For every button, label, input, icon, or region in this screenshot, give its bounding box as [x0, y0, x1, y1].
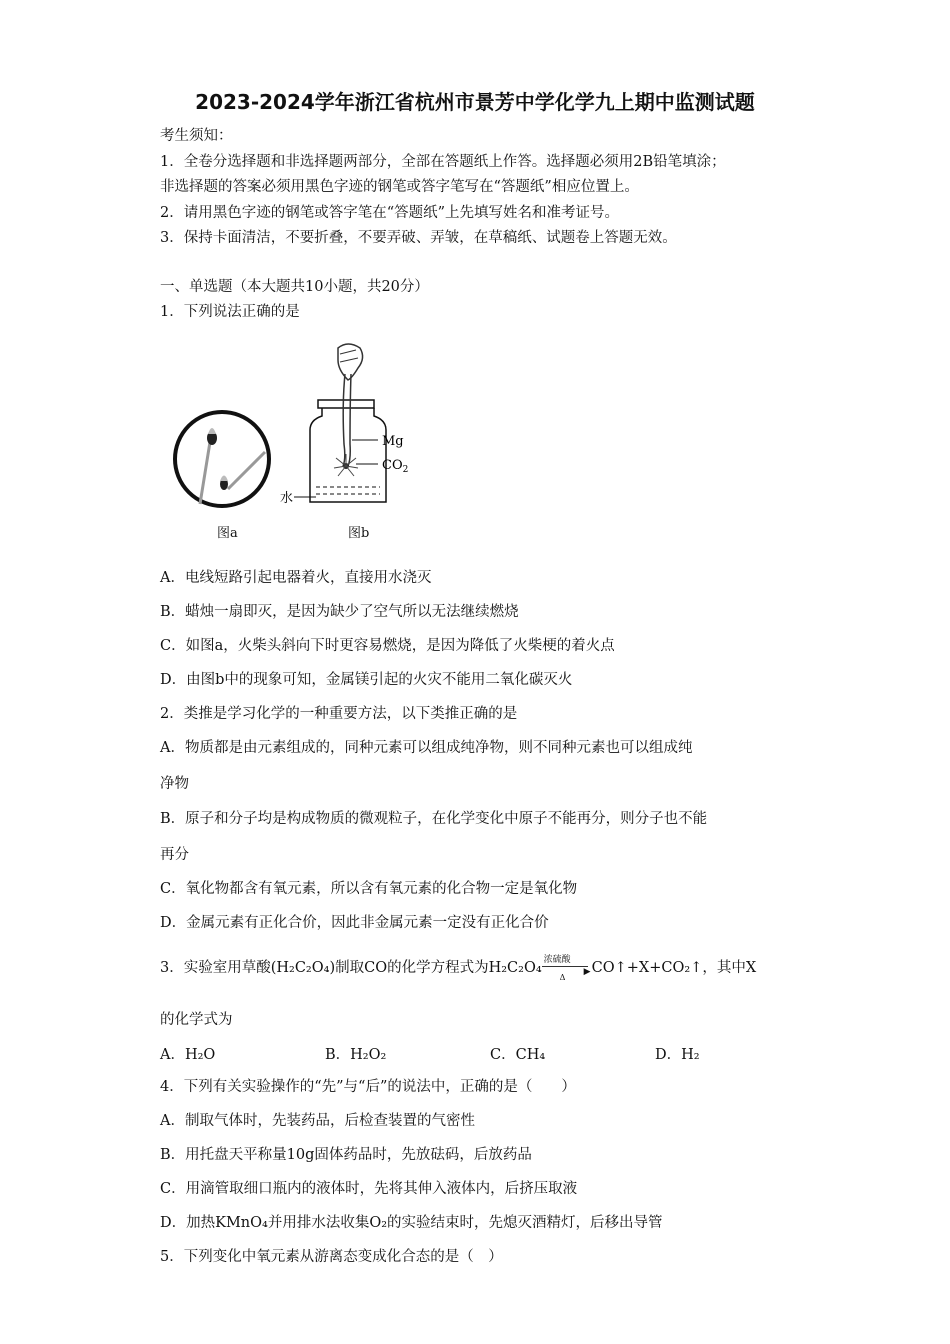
q3-option-a: A．H₂O [160, 1047, 216, 1063]
exam-title: 2023-2024学年浙江省杭州市景芳中学化学九上期中监测试题 [195, 90, 755, 114]
q2-option-b-line2: 再分 [160, 847, 189, 863]
question-3-stem-line2: 的化学式为 [160, 1012, 233, 1028]
q4-option-c: C．用滴管取细口瓶内的液体时，先将其伸入液体内，后挤压取液 [160, 1181, 578, 1197]
q1-option-b: B．蜡烛一扇即灭，是因为缺少了空气所以无法继续燃烧 [160, 604, 519, 620]
figure-a-matches [175, 412, 269, 506]
q3-option-b: B．H₂O₂ [325, 1047, 387, 1063]
q4-option-b: B．用托盘天平称量10g固体药品时，先放砝码，后放药品 [160, 1147, 532, 1163]
question-4-stem: 4．下列有关实验操作的“先”与“后”的说法中，正确的是（ ） [160, 1079, 576, 1095]
q1-option-d: D．由图b中的现象可知，金属镁引起的火灾不能用二氧化碳灭火 [160, 672, 573, 688]
q2-option-a-line2: 净物 [160, 776, 189, 792]
q2-option-b-line1: B．原子和分子均是构成物质的微观粒子，在化学变化中原子不能再分，则分子也不能 [160, 811, 708, 827]
notice-item: 非选择题的答案必须用黑色字迹的钢笔或答字笔写在“答题纸”相应位置上。 [160, 179, 639, 195]
q4-option-d: D．加热KMnO₄并用排水法收集O₂的实验结束时，先熄灭酒精灯，后移出导管 [160, 1215, 663, 1231]
q2-option-d: D．金属元素有正化合价，因此非金属元素一定没有正化合价 [160, 915, 549, 931]
q2-option-c: C．氧化物都含有氧元素，所以含有氧元素的化合物一定是氧化物 [160, 881, 578, 897]
q3-options [160, 1043, 820, 1064]
question-3-stem: 3．实验室用草酸(H₂C₂O₄)制取CO的化学方程式为H₂C₂O₄ 浓硫酸 ▶ Δ CO↑+X+CO₂↑，其中X [160, 955, 757, 982]
figure-a-caption: 图a [217, 526, 238, 541]
water-label: 水 [280, 491, 294, 506]
notice-heading: 考生须知： [160, 128, 233, 144]
notice-item: 2．请用黑色字迹的钢笔或答字笔在“答题纸”上先填写姓名和准考证号。 [160, 205, 620, 221]
notice-item: 1．全卷分选择题和非选择题两部分，全部在答题纸上作答。选择题必须用2B铅笔填涂； [160, 154, 726, 170]
section-heading: 一、单选题（本大题共10小题，共20分） [160, 279, 429, 295]
co2-label: $CO_2$ [382, 458, 409, 475]
figure-b-caption: 图b [348, 526, 370, 541]
q3-option-c: C．CH₄ [490, 1047, 546, 1063]
reaction-arrow: 浓硫酸 ▶ Δ [543, 955, 591, 982]
figure-b-jar [280, 344, 408, 506]
question-5-stem: 5．下列变化中氧元素从游离态变成化合态的是（ ） [160, 1249, 503, 1265]
combustion-figure [170, 334, 430, 544]
notice-item: 3．保持卡面清洁，不要折叠，不要弄破、弄皱，在草稿纸、试题卷上答题无效。 [160, 230, 677, 246]
q1-option-c: C．如图a，火柴头斜向下时更容易燃烧，是因为降低了火柴梗的着火点 [160, 638, 615, 654]
q3-option-d: D．H₂ [655, 1047, 700, 1063]
question-2-stem: 2．类推是学习化学的一种重要方法，以下类推正确的是 [160, 706, 518, 722]
mg-label: Mg [382, 434, 404, 449]
q2-option-a-line1: A．物质都是由元素组成的，同种元素可以组成纯净物，则不同种元素也可以组成纯 [160, 740, 693, 756]
q4-option-a: A．制取气体时，先装药品，后检查装置的气密性 [160, 1113, 475, 1129]
q1-option-a: A．电线短路引起电器着火，直接用水浇灭 [160, 570, 432, 586]
question-1-stem: 1．下列说法正确的是 [160, 304, 300, 320]
